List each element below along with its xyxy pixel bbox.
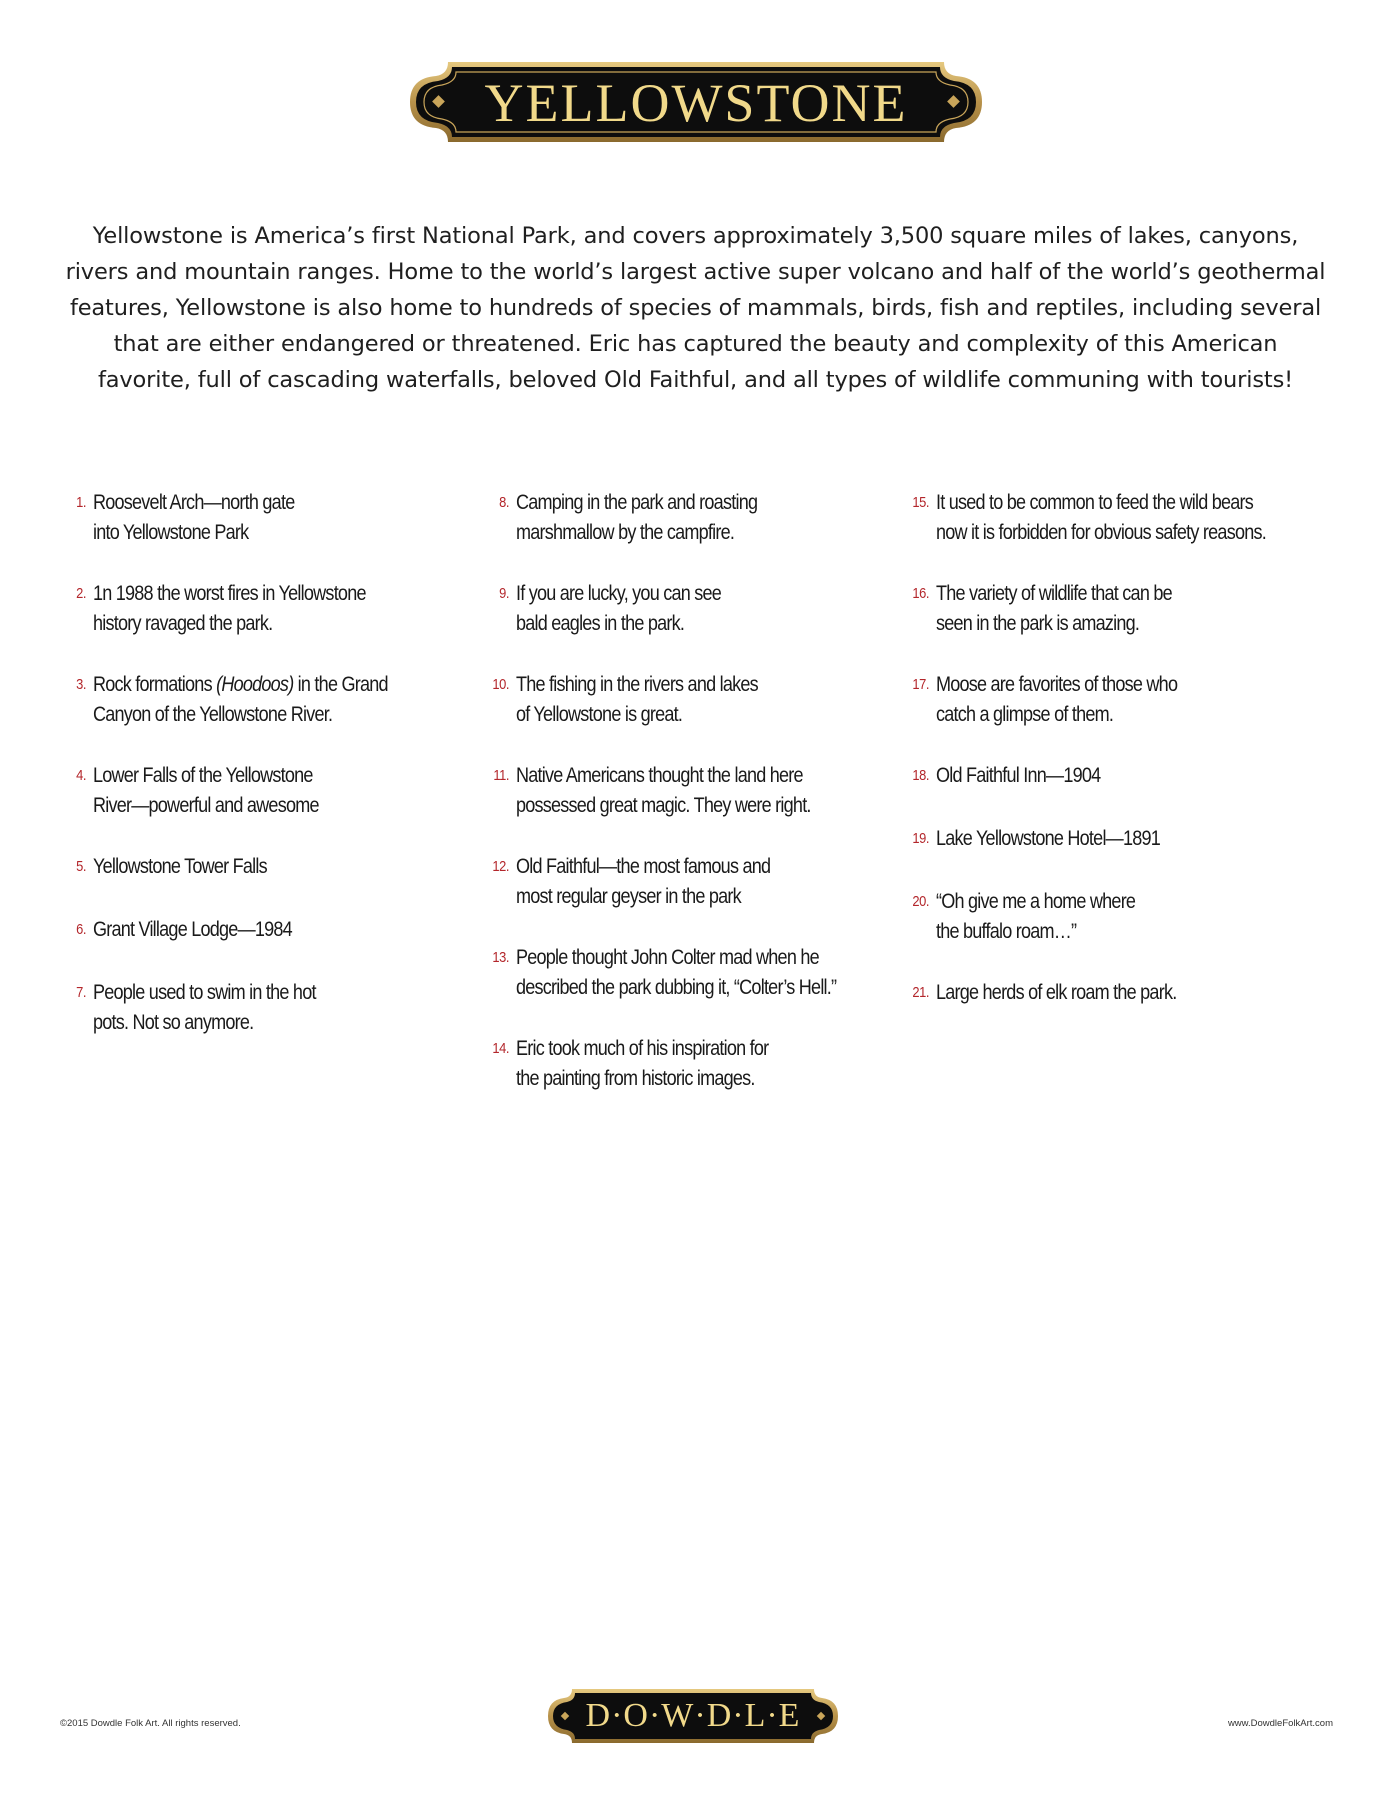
item-number: 4. xyxy=(76,767,87,784)
item-number: 13. xyxy=(492,949,510,966)
item-text: bald eagles in the park. xyxy=(515,612,685,635)
item-text: now it is forbidden for obvious safety reasons. xyxy=(935,521,1266,544)
item-text-italic: (Hoodoos) xyxy=(216,673,294,696)
item-text: of Yellowstone is great. xyxy=(515,703,683,726)
list-item xyxy=(905,488,1266,548)
item-number: 14. xyxy=(492,1040,510,1057)
item-text: catch a glimpse of them. xyxy=(935,703,1114,726)
item-text: People used to swim in the hot xyxy=(92,981,316,1004)
item-number: 17. xyxy=(912,676,930,693)
intro-line: favorite, full of cascading waterfalls, beloved Old Faithful, and all types of wildlife communing with tourists! xyxy=(97,367,1294,393)
item-text: Old Faithful Inn—1904 xyxy=(935,764,1101,787)
item-text: If you are lucky, you can see xyxy=(515,582,722,605)
title-plaque xyxy=(408,60,984,144)
item-number: 5. xyxy=(76,858,87,875)
list-item xyxy=(905,670,1177,730)
item-text: Eric took much of his inspiration for xyxy=(515,1037,769,1060)
item-text: pots. Not so anymore. xyxy=(92,1011,254,1034)
list-item xyxy=(62,488,294,548)
item-number: 21. xyxy=(912,984,930,1001)
item-text: Yellowstone Tower Falls xyxy=(92,855,267,878)
item-text: Large herds of elk roam the park. xyxy=(935,981,1177,1004)
item-text: River—powerful and awesome xyxy=(92,794,319,817)
list-item xyxy=(62,915,292,945)
item-text: The fishing in the rivers and lakes xyxy=(515,673,758,696)
item-number: 3. xyxy=(76,676,87,693)
item-text: the buffalo roam…” xyxy=(935,920,1077,943)
item-text: People thought John Colter mad when he xyxy=(515,946,819,969)
page-title: YELLOWSTONE xyxy=(484,73,908,133)
list-item xyxy=(62,579,366,639)
list-item xyxy=(62,761,319,821)
item-text: possessed great magic. They were right. xyxy=(515,794,811,817)
item-text: into Yellowstone Park xyxy=(92,521,249,544)
item-text: Canyon of the Yellowstone River. xyxy=(92,703,333,726)
item-number: 15. xyxy=(912,494,930,511)
intro-line: rivers and mountain ranges. Home to the world’s largest active super volcano and half of the world’s geothermal xyxy=(65,259,1326,285)
item-text: The variety of wildlife that can be xyxy=(935,582,1172,605)
item-text: “Oh give me a home where xyxy=(935,890,1136,913)
item-text: history ravaged the park. xyxy=(92,612,273,635)
copyright-text: ©2015 Dowdle Folk Art. All rights reserved. xyxy=(60,1718,241,1729)
item-number: 10. xyxy=(492,676,510,693)
item-text: described the park dubbing it, “Colter’s Hell.” xyxy=(515,976,837,999)
dowdle-logo xyxy=(546,1687,840,1745)
item-number: 20. xyxy=(912,893,930,910)
item-text: in the Grand xyxy=(293,673,388,696)
item-text: Old Faithful—the most famous and xyxy=(515,855,771,878)
list-item xyxy=(485,488,757,548)
item-number: 19. xyxy=(912,830,930,847)
item-number: 9. xyxy=(499,585,510,602)
item-text: Moose are favorites of those who xyxy=(935,673,1178,696)
list-item xyxy=(485,1034,768,1094)
list-item xyxy=(485,761,811,821)
list-item xyxy=(485,579,721,639)
item-text: 1n 1988 the worst fires in Yellowstone xyxy=(92,582,366,605)
item-number: 1. xyxy=(76,494,87,511)
item-number: 12. xyxy=(492,858,510,875)
intro-line: Yellowstone is America’s first National Park, and covers approximately 3,500 square miles of lakes, canyons, xyxy=(92,223,1299,249)
logo-text: D·O·W·D·L·E xyxy=(585,1697,801,1734)
list-item xyxy=(62,978,316,1038)
item-number: 7. xyxy=(76,984,87,1001)
list-item xyxy=(905,761,1100,791)
item-number: 18. xyxy=(912,767,930,784)
item-text: the painting from historic images. xyxy=(515,1067,755,1090)
list-item xyxy=(905,579,1172,639)
list-item xyxy=(485,670,758,730)
list-item xyxy=(905,978,1176,1008)
item-text: Grant Village Lodge—1984 xyxy=(92,918,292,941)
item-text: Lake Yellowstone Hotel—1891 xyxy=(935,827,1161,850)
list-item xyxy=(485,943,836,1003)
item-text: marshmallow by the campfire. xyxy=(515,521,735,544)
item-text: It used to be common to feed the wild bears xyxy=(935,491,1254,514)
website-text: www.DowdleFolkArt.com xyxy=(1227,1718,1333,1729)
item-number: 11. xyxy=(493,767,510,784)
item-number: 16. xyxy=(912,585,930,602)
intro-line: that are either endangered or threatened. Eric has captured the beauty and complexity of this American xyxy=(113,331,1278,357)
item-number: 6. xyxy=(76,921,87,938)
item-number: 8. xyxy=(499,494,510,511)
item-text: most regular geyser in the park xyxy=(515,885,741,908)
list-item xyxy=(62,670,388,730)
item-number: 2. xyxy=(76,585,87,602)
intro-line: features, Yellowstone is also home to hundreds of species of mammals, birds, fish and reptiles, including several xyxy=(69,295,1322,321)
intro-paragraph xyxy=(55,218,1336,398)
item-text: Camping in the park and roasting xyxy=(515,491,758,514)
item-text: Roosevelt Arch—north gate xyxy=(92,491,295,514)
item-text: Native Americans thought the land here xyxy=(515,764,803,787)
list-item xyxy=(905,824,1160,854)
item-text: Lower Falls of the Yellowstone xyxy=(92,764,313,787)
list-item xyxy=(485,852,770,912)
item-text: Rock formations xyxy=(92,673,217,696)
item-text: seen in the park is amazing. xyxy=(935,612,1140,635)
list-item xyxy=(62,852,267,882)
list-item xyxy=(905,887,1135,947)
